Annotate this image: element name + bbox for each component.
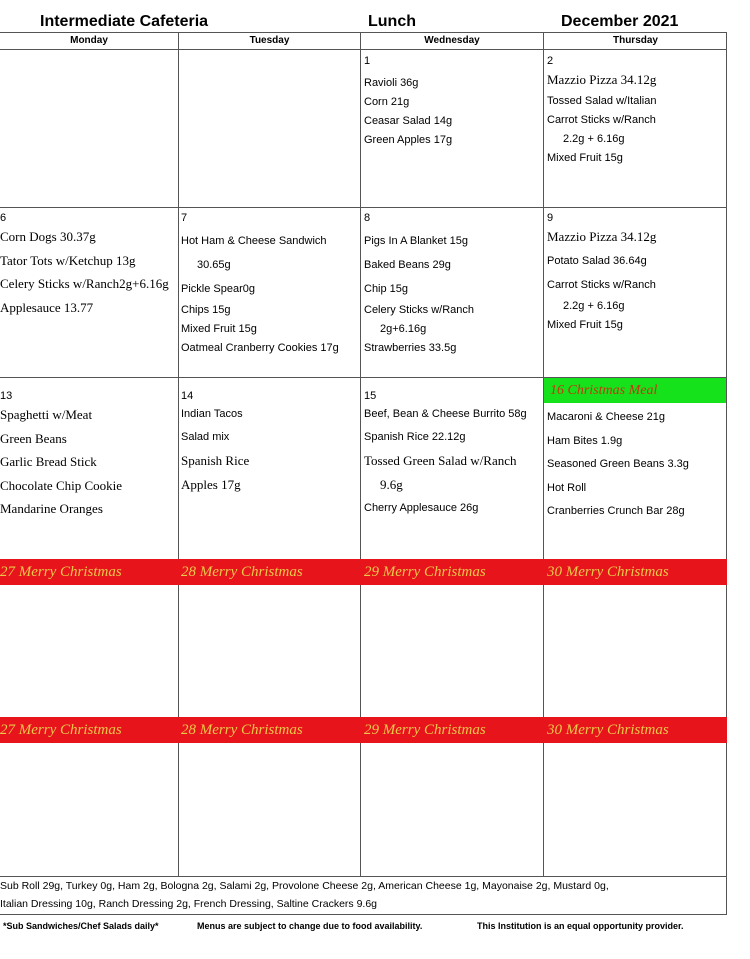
day-cell-9	[547, 211, 725, 335]
menu-item: Corn 21g	[364, 96, 410, 108]
menu-item: Tator Tots w/Ketchup 13g	[0, 252, 136, 268]
equal-opportunity-note: This Institution is an equal opportunity provider.	[477, 921, 684, 931]
menu-item: Applesauce 13.77	[0, 299, 94, 315]
menu-item: Cranberries Crunch Bar 28g	[547, 505, 685, 517]
menu-item: Apples 17g	[181, 476, 241, 492]
day-cell-7	[181, 211, 359, 358]
menu-item: Mazzio Pizza 34.12g	[547, 229, 657, 244]
grid-line	[360, 32, 361, 876]
day-header-monday: Monday	[70, 35, 108, 46]
menu-item: Macaroni & Cheese 21g	[547, 411, 666, 423]
menu-item: Oatmeal Cranberry Cookies 17g	[181, 342, 339, 354]
menu-item: Seasoned Green Beans 3.3g	[547, 458, 689, 470]
menu-item: 30.65g	[197, 259, 231, 271]
day-header-wednesday: Wednesday	[424, 35, 480, 46]
day-cell-1	[364, 54, 542, 150]
menu-item: Spanish Rice 22.12g	[364, 431, 466, 443]
grid-line	[0, 914, 727, 915]
menu-item: Mixed Fruit 15g	[547, 151, 623, 164]
menu-item: Hot Ham & Cheese Sandwich	[181, 235, 327, 247]
menu-item: Chip 15g	[364, 283, 409, 295]
menu-item: 2.2g + 6.16g	[563, 132, 625, 145]
band-label: 28 Merry Christmas	[181, 564, 303, 580]
sub-sandwich-info-line2: Italian Dressing 10g, Ranch Dressing 2g, French Dressing, Saltine Crackers 9.6g	[0, 898, 378, 910]
menu-item: 2g+6.16g	[380, 323, 427, 335]
band-label: 29 Merry Christmas	[364, 564, 486, 580]
merry-christmas-band	[0, 717, 727, 743]
menu-item: Spaghetti w/Meat	[0, 407, 93, 422]
menu-item: Carrot Sticks w/Ranch	[547, 278, 656, 291]
day-number: 6	[0, 212, 7, 224]
day-number: 1	[364, 55, 371, 67]
menu-item: Mixed Fruit 15g	[181, 323, 257, 335]
menu-item: Tossed Green Salad w/Ranch	[364, 453, 517, 468]
day-cell-8	[364, 211, 542, 358]
menu-item: Baked Beans 29g	[364, 259, 451, 271]
grid-line	[726, 32, 727, 914]
menu-item: Carrot Sticks w/Ranch	[547, 113, 656, 126]
band-label: 27 Merry Christmas	[0, 564, 122, 580]
menu-item: Cherry Applesauce 26g	[364, 502, 479, 514]
menu-item: Mandarine Oranges	[0, 501, 103, 516]
menu-item: Indian Tacos	[181, 408, 243, 420]
grid-line	[0, 32, 727, 33]
school-title: Intermediate Cafeteria	[40, 13, 209, 30]
day-number: 8	[364, 212, 371, 224]
menu-item: Mazzio Pizza 34.12g	[547, 72, 657, 87]
band-label: 29 Merry Christmas	[364, 722, 486, 738]
menu-item: Celery Sticks w/Ranch2g+6.16g	[0, 276, 169, 291]
menu-item: Chips 15g	[181, 304, 231, 316]
band-label: 28 Merry Christmas	[181, 722, 303, 738]
menu-item: Chocolate Chip Cookie	[0, 477, 123, 493]
menu-item: Salad mix	[181, 431, 230, 443]
menu-item: Ceasar Salad 14g	[364, 115, 453, 127]
grid-line	[0, 49, 727, 50]
day-cell-16	[547, 406, 725, 524]
grid-line	[0, 876, 727, 877]
availability-note: Menus are subject to change due to food availability.	[197, 921, 423, 931]
merry-christmas-band	[0, 559, 727, 585]
christmas-meal-banner	[544, 378, 726, 403]
menu-item: Green Beans	[0, 430, 67, 446]
menu-item: 9.6g	[380, 476, 403, 492]
menu-item: Green Apples 17g	[364, 134, 453, 146]
menu-item: Spanish Rice	[181, 453, 250, 468]
day-number: 9	[547, 212, 554, 224]
day-cell-14	[181, 389, 359, 496]
menu-item: Strawberries 33.5g	[364, 342, 457, 354]
month-title: December 2021	[561, 13, 679, 30]
meal-title: Lunch	[368, 13, 416, 30]
daily-note: *Sub Sandwiches/Chef Salads daily*	[3, 921, 159, 931]
menu-item: Ravioli 36g	[364, 77, 419, 89]
menu-item: Mixed Fruit 15g	[547, 318, 623, 331]
menu-item: Tossed Salad w/Italian	[547, 94, 657, 107]
band-label: 30 Merry Christmas	[547, 564, 669, 580]
band-label: 30 Merry Christmas	[547, 722, 669, 738]
christmas-meal-label: 16 Christmas Meal	[550, 383, 658, 398]
day-number: 15	[364, 390, 377, 402]
menu-item: Ham Bites 1.9g	[547, 434, 623, 447]
grid-line	[0, 207, 727, 208]
day-header-tuesday: Tuesday	[249, 35, 290, 46]
day-header-thursday: Thursday	[612, 35, 658, 46]
day-number: 2	[547, 55, 554, 67]
menu-item: 2.2g + 6.16g	[563, 299, 625, 312]
day-cell-2	[547, 54, 725, 168]
day-cell-6	[0, 211, 178, 319]
menu-item: Hot Roll	[547, 481, 587, 494]
day-number: 7	[181, 212, 188, 224]
day-number: 14	[181, 390, 194, 402]
day-cell-15	[364, 389, 542, 520]
menu-item: Pickle Spear0g	[181, 283, 255, 295]
band-label: 27 Merry Christmas	[0, 722, 122, 738]
menu-item: Garlic Bread Stick	[0, 454, 97, 469]
menu-item: Beef, Bean & Cheese Burrito 58g	[364, 408, 527, 420]
menu-item: Celery Sticks w/Ranch	[364, 304, 475, 316]
day-cell-13	[0, 389, 178, 521]
menu-item: Potato Salad 36.64g	[547, 254, 647, 267]
menu-item: Pigs In A Blanket 15g	[364, 235, 468, 247]
grid-line	[178, 32, 179, 876]
day-number: 13	[0, 390, 13, 402]
sub-sandwich-info-line1: Sub Roll 29g, Turkey 0g, Ham 2g, Bologna 2g, Salami 2g, Provolone Cheese 2g, American Cheese 1g, Mayonaise 2g, Mustard 0g,	[0, 880, 609, 892]
menu-item: Corn Dogs 30.37g	[0, 229, 96, 244]
grid-line	[543, 32, 544, 876]
